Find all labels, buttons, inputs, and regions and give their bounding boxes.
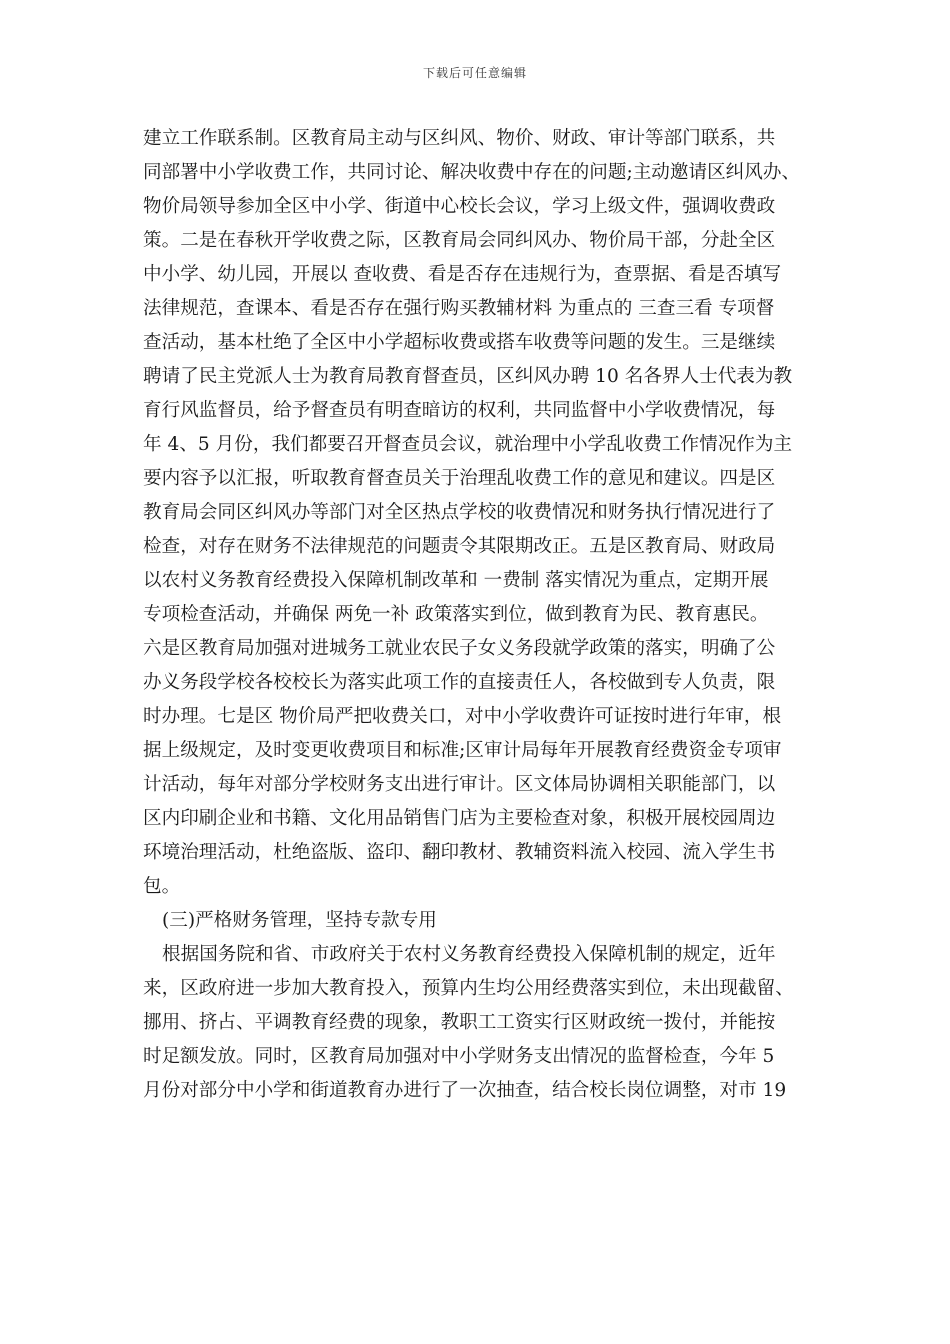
text-line: 聘请了民主党派人士为教育局教育督查员，区纠风办聘 10 名各界人士代表为教	[143, 366, 793, 387]
text-line: 策。二是在春秋开学收费之际，区教育局会同纠风办、物价局干部，分赴全区	[143, 230, 776, 251]
text-line: 同部署中小学收费工作，共同讨论、解决收费中存在的问题;主动邀请区纠风办、	[143, 162, 801, 183]
text-line: 时办理。七是区 物价局严把收费关口，对中小学收费许可证按时进行年审，根	[143, 706, 782, 727]
text-line: 法律规范，查课本、看是否存在强行购买教辅材料 为重点的 三查三看 专项督	[143, 298, 775, 319]
document-body	[143, 122, 809, 1108]
text-line: 包。	[143, 876, 181, 897]
text-line: 育行风监督员，给予督查员有明查暗访的权利，共同监督中小学收费情况，每	[143, 400, 776, 421]
text-line: 根据国务院和省、市政府关于农村义务教育经费投入保障机制的规定，近年	[162, 944, 776, 965]
text-line: 六是区教育局加强对进城务工就业农民子女义务段就学政策的落实，明确了公	[143, 638, 776, 659]
text-line: 年 4、5 月份，我们都要召开督查员会议，就治理中小学乱收费工作情况作为主	[143, 434, 793, 455]
paragraph-2	[143, 938, 809, 1108]
text-line: 来，区政府进一步加大教育投入，预算内生均公用经费落实到位，未出现截留、	[143, 978, 794, 999]
text-line: 区内印刷企业和书籍、文化用品销售门店为主要检查对象，积极开展校园周边	[143, 808, 776, 829]
text-line: 建立工作联系制。区教育局主动与区纠风、物价、财政、审计等部门联系，共	[143, 128, 776, 149]
text-line: 中小学、幼儿园，开展以 查收费、看是否存在违规行为，查票据、看是否填写	[143, 264, 782, 285]
text-line: 查活动，基本杜绝了全区中小学超标收费或搭车收费等问题的发生。三是继续	[143, 332, 776, 353]
text-line: 以农村义务教育经费投入保障机制改革和 一费制 落实情况为重点，定期开展	[143, 570, 769, 591]
text-line: 办义务段学校各校校长为落实此项工作的直接责任人，各校做到专人负责，限	[143, 672, 776, 693]
text-line: 要内容予以汇报，听取教育督查员关于治理乱收费工作的意见和建议。四是区	[143, 468, 776, 489]
section-heading: (三)严格财务管理，坚持专款专用	[162, 910, 437, 931]
text-line: 计活动，每年对部分学校财务支出进行审计。区文体局协调相关职能部门，以	[143, 774, 776, 795]
text-line: 月份对部分中小学和街道教育办进行了一次抽查，结合校长岗位调整，对市 19	[143, 1080, 787, 1101]
page-header: 下载后可任意编辑	[422, 66, 527, 80]
text-line: 环境治理活动，杜绝盗版、盗印、翻印教材、教辅资料流入校园、流入学生书	[143, 842, 776, 863]
text-line: 检查，对存在财务不法律规范的问题责令其限期改正。五是区教育局、财政局	[143, 536, 776, 557]
text-line: 时足额发放。同时，区教育局加强对中小学财务支出情况的监督检查，今年 5	[143, 1046, 775, 1067]
text-line: 专项检查活动，并确保 两免一补 政策落实到位，做到教育为民、教育惠民。	[143, 604, 769, 625]
text-line: 物价局领导参加全区中小学、街道中心校长会议，学习上级文件，强调收费政	[143, 196, 776, 217]
paragraph-1	[143, 122, 809, 904]
text-line: 教育局会同区纠风办等部门对全区热点学校的收费情况和财务执行情况进行了	[143, 502, 776, 523]
text-line: 据上级规定，及时变更收费项目和标准;区审计局每年开展教育经费资金专项审	[143, 740, 782, 761]
text-line: 挪用、挤占、平调教育经费的现象，教职工工资实行区财政统一拨付，并能按	[143, 1012, 776, 1033]
